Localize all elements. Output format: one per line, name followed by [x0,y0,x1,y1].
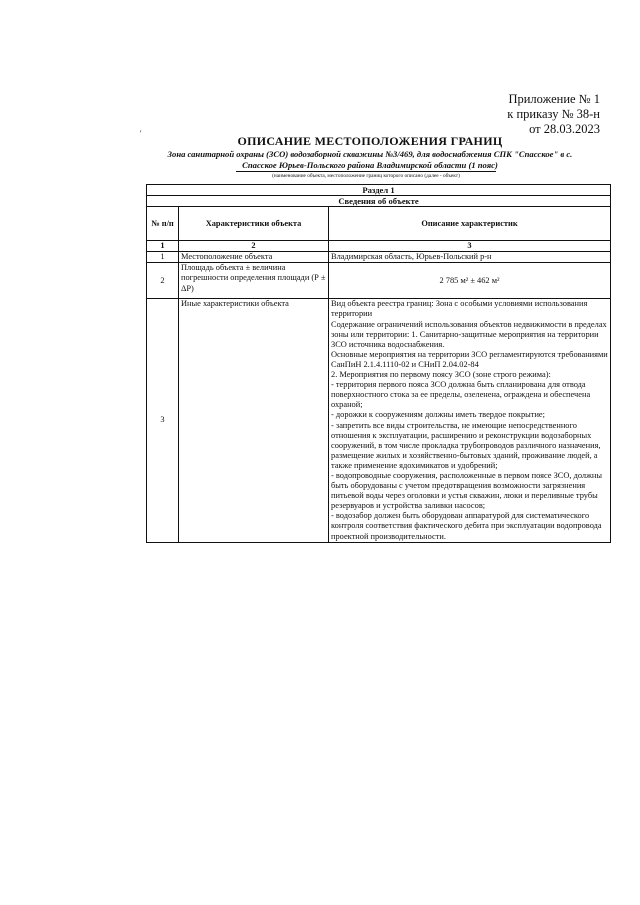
row-2-num: 2 [147,263,179,299]
appendix-line-3: от 28.03.2023 [529,122,600,136]
subtitle-line-2: Спасское Юрьев-Польского района Владимирской области (1 пояс) [242,160,498,170]
column-number-row [147,241,611,252]
row-2-description: 2 785 м² ± 462 м² [329,263,611,299]
col-number-3: 3 [329,241,611,252]
appendix-header [507,92,600,137]
row-2-characteristic: Площадь объекта ± величина погрешности определения площади (Р ± ΔР) [179,263,329,299]
section-label-row [147,185,611,196]
row-1-characteristic: Местоположение объекта [179,252,329,263]
row-3-description-line: - водозабор должен быть оборудован аппаратурой для систематического контроля соответствия фактического дебита при эксплуатации водопровода проектной производительности. [331,511,602,541]
subtitle-note: (наименование объекта, местоположение границ которого описано (далее - объект) [236,171,496,179]
section-title: Сведения об объекте [147,196,611,207]
table-row [147,299,611,542]
row-3-description-line: Содержание ограничений использования объектов недвижимости в пределах зоны или территории: 1. Санитарно-защитные мероприятия на территории ЗСО источника водоснабжения. [331,319,607,349]
col-number-1: 1 [147,241,179,252]
object-info-table [146,184,611,543]
header-row [147,207,611,241]
header-num: № п/п [147,207,179,241]
document-subtitle [150,149,590,171]
section-title-row [147,196,611,207]
appendix-line-2: к приказу № 38-н [507,107,600,121]
margin-mark: ' [140,129,142,138]
row-1-num: 1 [147,252,179,263]
row-3-description-line: - водопроводные сооружения, расположенные в первом поясе ЗСО, должны быть оборудованы с учетом предотвращения возможности загрязнения питьевой воды через оголовки и устья скважин, люки и переливные трубы резервуаров и устройства заливки насосов; [331,470,603,511]
document-title: ОПИСАНИЕ МЕСТОПОЛОЖЕНИЯ ГРАНИЦ [237,134,503,148]
col-number-2: 2 [179,241,329,252]
row-3-characteristic: Иные характеристики объекта [179,299,329,542]
row-1-description: Владимирская область, Юрьев-Польский р-н [329,252,611,263]
row-3-description [329,299,611,542]
table-row [147,252,611,263]
subtitle-line-1: Зона санитарной охраны (ЗСО) водозаборной скважины №3/469, для водоснабжения СПК "Спасское" в с. [167,149,573,159]
table-row [147,263,611,299]
section-label: Раздел 1 [147,185,611,196]
row-3-description-line: Основные мероприятия на территории ЗСО регламентируются требованиями СанПиН 2.1.4.1110-02 и СНиП 2.04.02-84 [331,349,608,369]
header-characteristic: Характеристики объекта [179,207,329,241]
header-description: Описание характеристик [329,207,611,241]
appendix-line-1: Приложение № 1 [508,92,600,106]
row-3-description-line: - запретить все виды строительства, не имеющие непосредственного отношения к эксплуатации, расширению и реконструкции водозаборных сооружений, в том числе прокладка трубопроводов различного назначения, размещение жилых и хозяйственно-бытовых зданий, проживание людей, а также применение ядохимикатов и удобрений; [331,420,601,470]
row-3-description-line: Вид объекта реестра границ: Зона с особыми условиями использования территории [331,299,588,319]
row-3-description-line: - дорожки к сооружениям должны иметь твердое покрытие; [331,410,545,420]
row-3-description-line: 2. Мероприятия по первому поясу ЗСО (зоне строго режима): [331,370,551,380]
row-3-description-line: - территория первого пояса ЗСО должна быть спланирована для отвода поверхностного стока за ее пределы, озеленена, ограждена и обеспечена охраной; [331,380,591,410]
row-3-num: 3 [147,299,179,542]
